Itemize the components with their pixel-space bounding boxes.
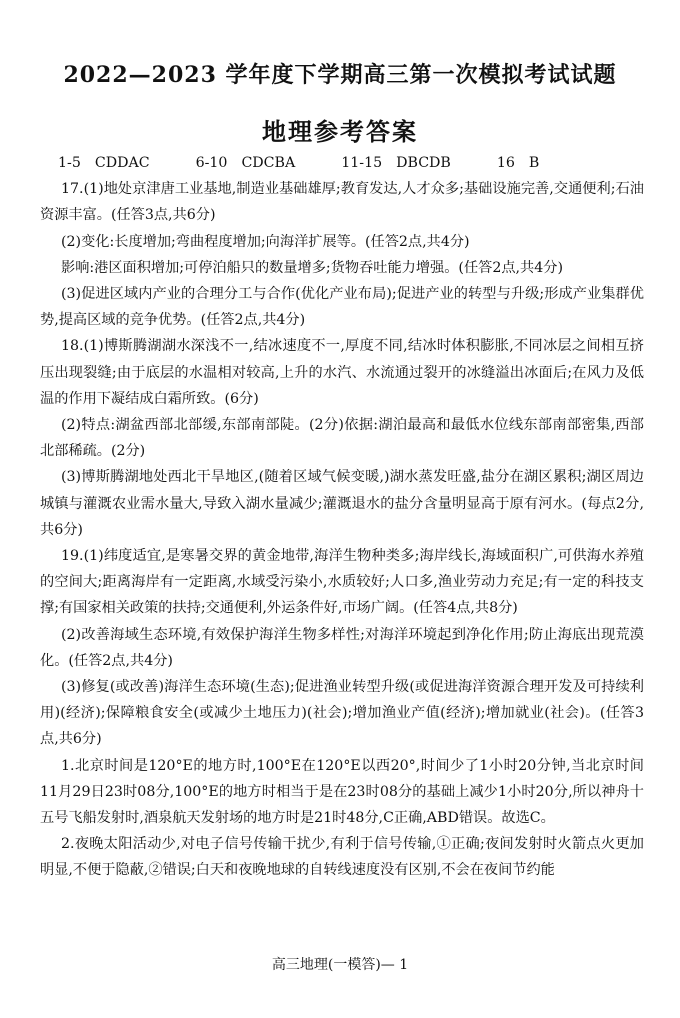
answer-paragraph: (3)修复(或改善)海洋生态环境(生态);促进渔业转型升级(或促进海洋资源合理开发及可持续利用)(经济);保障粮食安全(或减少土地压力)(社会);增加渔业产值(经济);增加就业(社会)。(任答3点,共6分)	[40, 679, 644, 748]
mc-answers: DBCDB	[396, 155, 451, 171]
answer-paragraph: (3)博斯腾湖地处西北干旱地区,(随着区域气候变暖,)湖水蒸发旺盛,盐分在湖区累积;湖区周边城镇与灌溉农业需水量大,导致入湖水量减少;灌溉退水的盐分含量明显高于原有河水。(每点2分,共6分)	[40, 469, 644, 538]
answer-paragraph: (2)变化:长度增加;弯曲程度增加;向海洋扩展等。(任答2点,共4分)	[61, 233, 470, 250]
answer-paragraph: 1.北京时间是120°E的地方时,100°E在120°E以西20°,时间少了1小时20分钟,当北京时间11月29日23时08分,100°E的地方时相当于是在23时08分的基础上减少1小时20分,所以神舟十五号飞船发射时,酒泉航天发射场的地方时是21时48分,C正确,ABD错误。故选C。	[40, 757, 644, 827]
answer-paragraph: 19.(1)纬度适宜,是寒暑交界的黄金地带,海洋生物种类多;海岸线长,海域面积广,可供海水养殖的空间大;距离海岸有一定距离,水域受污染小,水质较好;人口多,渔业劳动力充足;有一定的科技支撑;有国家相关政策的扶持;交通便利,外运条件好,市场广阔。(任答4点,共8分)	[40, 548, 644, 617]
mc-answer-group	[497, 150, 540, 176]
answer-paragraph: 18.(1)博斯腾湖湖水深浅不一,结冰速度不一,厚度不同,结冰时体积膨胀,不同冰层之间相互挤压出现裂缝;由于底层的水温相对较高,上升的水汽、水流通过裂开的冰缝溢出冰面后;在风力及低温的作用下凝结成白霜所致。(6分)	[40, 338, 644, 407]
mc-answers: B	[528, 155, 540, 171]
mc-answer-group	[58, 150, 150, 176]
answer-paragraph: 2.夜晚太阳活动少,对电子信号传输干扰少,有利于信号传输,①正确;夜间发射时火箭点火更加明显,不便于隐蔽,②错误;白天和夜晚地球的自转线速度没有区别,不会在夜间节约能	[40, 836, 644, 879]
page-footer: 高三地理(一模答)— 1	[271, 957, 409, 973]
mc-answers: CDDAC	[94, 155, 150, 171]
answer-paragraph: (3)促进区域内产业的合理分工与合作(优化产业布局);促进产业的转型与升级;形成产业集群优势,提高区域的竞争优势。(任答2点,共4分)	[40, 286, 644, 329]
mc-answer-group	[196, 150, 296, 176]
mc-range: 11-15	[341, 155, 383, 171]
answer-paragraph: (2)特点:湖盆西部北部缓,东部南部陡。(2分)依据:湖泊最高和最低水位线东部南部密集,西部北部稀疏。(2分)	[40, 417, 644, 460]
mc-range: 1-5	[58, 155, 81, 171]
mc-answer-group	[341, 150, 451, 176]
answer-paragraph: (2)改善海域生态环境,有效保护海洋生物多样性;对海洋环境起到净化作用;防止海底出现荒漠化。(任答2点,共4分)	[40, 626, 644, 669]
answer-paragraph: 影响:港区面积增加;可停泊船只的数量增多;货物吞吐能力增强。(任答2点,共4分)	[61, 259, 563, 276]
mc-range: 6-10	[195, 155, 228, 171]
mc-range: 16	[496, 155, 515, 171]
exam-title: 2022—2023 学年度下学期高三第一次模拟考试试题	[63, 62, 617, 88]
document-title: 地理参考答案	[262, 117, 418, 146]
answer-content	[40, 150, 644, 884]
answer-paragraph: 17.(1)地处京津唐工业基地,制造业基础雄厚;教育发达,人才众多;基础设施完善,交通便利;石油资源丰富。(任答3点,共6分)	[40, 181, 644, 224]
mc-answers: CDCBA	[241, 155, 296, 171]
multiple-choice-answers	[40, 150, 644, 176]
